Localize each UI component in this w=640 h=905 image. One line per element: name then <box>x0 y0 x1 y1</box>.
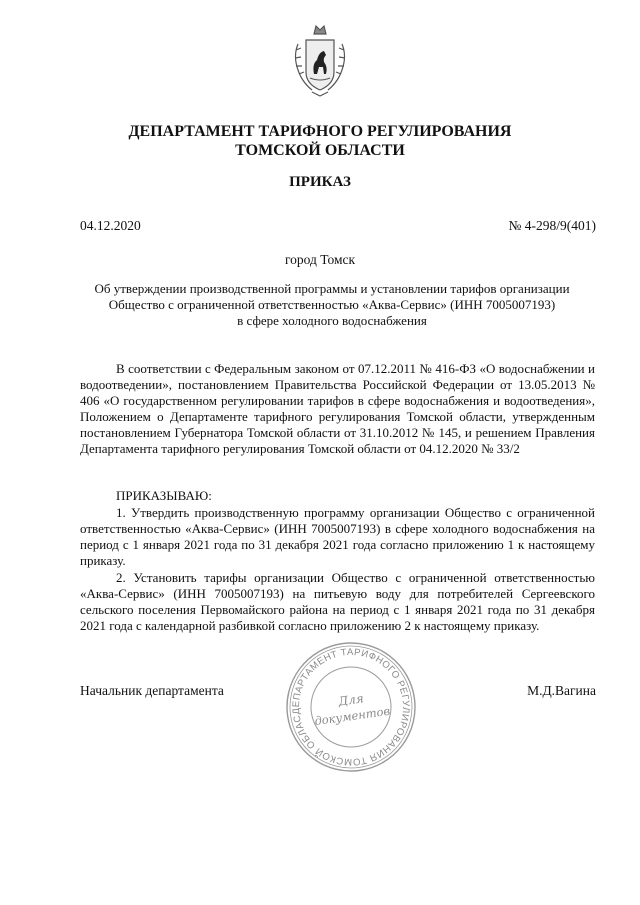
order-item-2: 2. Установить тарифы организации Общество с ограниченной ответственностью «Аква-Сервис» (ИНН 7005007193) на питьевую воду для потребителей Сергеевского сельского поселения Первомайского района на период с 1 января 2021 года по 31 декабря 2021 года с календарной разбивкой согласно приложению 2 к настоящему приказу. <box>80 570 595 633</box>
department-name-line1: ДЕПАРТАМЕНТ ТАРИФНОГО РЕГУЛИРОВАНИЯ <box>128 123 512 140</box>
stamp-ring-text: ДЕПАРТАМЕНТ ТАРИФНОГО РЕГУЛИРОВАНИЯ ТОМСКОЙ ОБЛАСТИ <box>290 646 412 768</box>
preamble-paragraph: В соответствии с Федеральным законом от 07.12.2011 № 416-ФЗ «О водоснабжении и водоотведении», постановлением Правительства Российской Федерации от 13.05.2013 № 406 «О государственном регулировании тарифов в сфере водоснабжения и водоотведения», Положением о Департаменте тарифного регулирования Томской области, утвержденным постановлением Губернатора Томской области от 31.10.2012 № 145, и решением Правления Департамента тарифного регулирования Томской области от 04.12.2020 № 33/2 <box>80 361 595 456</box>
official-stamp <box>284 640 418 774</box>
order-subject <box>70 281 594 329</box>
order-date: 04.12.2020 <box>80 218 141 233</box>
subject-line1: Об утверждении производственной программы и установлении тарифов организации <box>94 281 570 296</box>
city: город Томск <box>284 252 356 267</box>
department-name-line2: ТОМСКОЙ ОБЛАСТИ <box>235 142 405 159</box>
order-item-1: 1. Утвердить производственную программу организации Общество с ограниченной ответственностью «Аква-Сервис» (ИНН 7005007193) в сфере холодного водоснабжения на период с 1 января 2021 года по 31 декабря 2021 года согласно приложению 1 к настоящему приказу. <box>80 505 595 568</box>
signer-position: Начальник департамента <box>80 683 224 698</box>
stamp-center-line1: Для <box>337 691 365 709</box>
stamp-center-line2: документов <box>313 703 391 729</box>
subject-line3: в сфере холодного водоснабжения <box>237 313 427 328</box>
signer-name: М.Д.Вагина <box>527 683 596 698</box>
order-number: № 4-298/9(401) <box>508 218 596 233</box>
subject-line2: Общество с ограниченной ответственностью «Аква-Сервис» (ИНН 7005007193) <box>108 297 556 312</box>
department-name <box>0 122 640 160</box>
document-type: ПРИКАЗ <box>289 174 351 190</box>
decree-word: ПРИКАЗЫВАЮ: <box>116 488 212 503</box>
svg-text:ДЕПАРТАМЕНТ ТАРИФНОГО РЕГУЛИРО <box>284 640 418 774</box>
tomsk-coat-of-arms-icon <box>290 20 350 100</box>
